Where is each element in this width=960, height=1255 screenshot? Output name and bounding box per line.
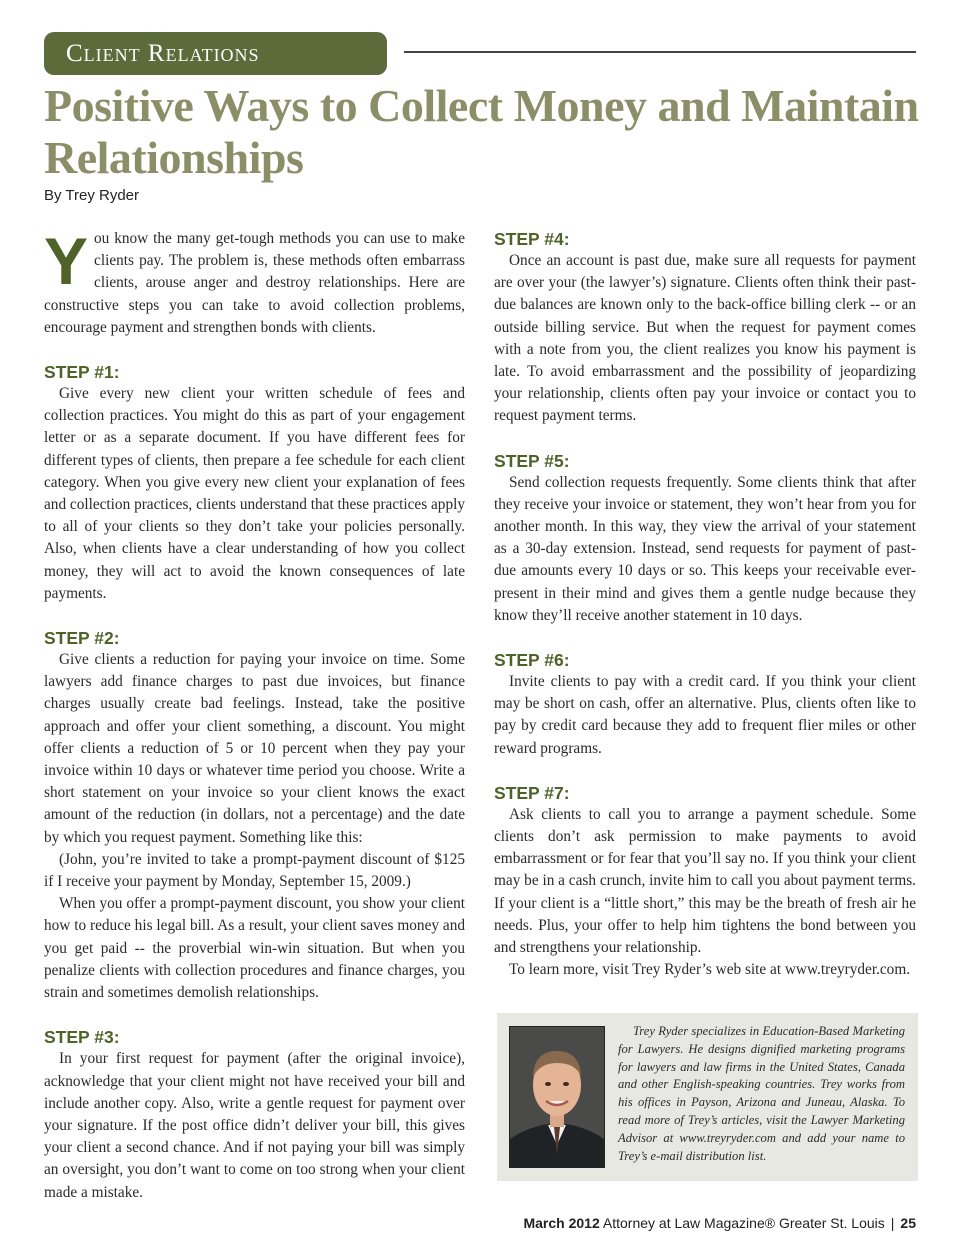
footer-publication: Attorney at Law Magazine® Greater St. Louis — [602, 1215, 885, 1231]
step-7-heading: STEP #7: — [494, 782, 570, 803]
step-2-text-2: When you offer a prompt-payment discount, you show your client how to reduce his legal bill. As a result, your client saves money and you get paid -- the proverbial win-win situation. But when you penalize clients with collection procedures and finance charges, you strain and sometimes demolish relationships. — [44, 895, 465, 1002]
step-7-text: Ask clients to call you to arrange a payment schedule. Some clients don’t ask permission to make payments to avoid embarrassment or for fear that you’ll say no. If you think your client may be in a cash crunch, invite him to call you about payment terms. If your client is a “little short,” this may be the breath of fresh air he needs. Plus, your offer to help him tightens the bond between you and strengthens your relationship. — [494, 805, 916, 957]
step-6-text: Invite clients to pay with a credit card. If you think your client may be short on cash, offer an alternative. Plus, clients often like to pay by credit card because they add to frequent flier miles or other reward programs. — [494, 673, 916, 757]
author-bio-text: Trey Ryder specializes in Education-Based Marketing for Lawyers. He designs dignified marketing programs for lawyers and law firms in the United States, Canada and other English-speaking countries. Trey works from his offices in Payson, Arizona and Juneau, Alaska. To read more of Trey’s articles, visit the Lawyer Marketing Advisor at www.treyryder.com and add your name to Trey’s e-mail distribution list. — [618, 1024, 905, 1163]
author-photo — [509, 1026, 605, 1168]
step-3-heading: STEP #3: — [44, 1027, 120, 1048]
page-footer — [523, 1215, 916, 1231]
left-column — [44, 224, 465, 1204]
step-6-heading: STEP #6: — [494, 650, 570, 671]
author-bio — [618, 1023, 905, 1165]
footer-separator: | — [890, 1215, 895, 1231]
author-bio-box — [497, 1013, 918, 1181]
step-4-heading: STEP #4: — [494, 229, 570, 249]
step-5-heading: STEP #5: — [494, 450, 570, 471]
section-label: Client Relations — [44, 32, 387, 75]
drop-cap: Y — [44, 224, 89, 298]
learn-more-text: To learn more, visit Trey Ryder’s web site at www.treyryder.com. — [509, 961, 911, 979]
step-3-text: In your first request for payment (after the original invoice), acknowledge that your client might not have received your bill and include another copy. Also, write a gentle request for payment over your signature. If the post office didn’t deliver your bill, this gives your client a second chance. And if not paying your bill was simply an oversight, you don’t want to come on too strong when your client made a mistake. — [44, 1050, 465, 1201]
page-number: 25 — [900, 1215, 916, 1231]
step-2-text: Give clients a reduction for paying your invoice on time. Some lawyers add finance charges to past due invoices, but finance charges usually create bad feelings. Instead, take the positive approach and offer your client something, a discount. You might offer clients a reduction of 5 or 10 percent when they pay your invoice within 10 days or whatever time period you choose. Write a short statement on your invoice so your client knows the exact amount of the reduction (in dollars, not a percentage) and the date by which you request payment. Something like this: — [44, 651, 465, 846]
step-4-text: Once an account is past due, make sure all requests for payment are over your (the lawyer’s) signature. Clients often think their past-due balances are known only to the back-office billing clerk -- or an outside billing service. But when the request for payment comes with a note from you, the client realizes you know his payment is late. To avoid embarrassment and the possibility of jeopardizing your relationship, clients often pay your invoice or contact you to request payment terms. — [494, 252, 916, 425]
intro-text: ou know the many get-tough methods you can use to make clients pay. The problem is, these methods often embarrass clients, arouse anger and destroy relationships. Here are constructive steps you can take to avoid collection problems, encourage payment and strengthen bonds with clients. — [44, 230, 465, 336]
step-1-text: Give every new client your written schedule of fees and collection practices. You might do this as part of your engagement letter or as a separate document. If you have different fees for different types of clients, then prepare a fee schedule for each client category. When you give every new client your explanation of fees and collection practices, clients understand that these practices apply to all of your clients so they don’t take your policies personally. Also, when clients have a clear understanding of how you collect money, they will act to avoid the known consequences of late payments. — [44, 385, 465, 602]
right-column — [494, 228, 916, 981]
header-rule — [404, 51, 916, 53]
step-2-heading: STEP #2: — [44, 628, 120, 649]
step-5-text: Send collection requests frequently. Some clients think that after they receive your invoice or statement, they won’t hear from you for another month. In this way, they view the arrival of your statement as a 30-day extension. Instead, send requests for payment of past-due amounts every 10 days or so. This keeps your receivable ever-present in their mind and gives them a gentle nudge because they know they’ll receive another statement in 10 days. — [494, 473, 916, 624]
author-portrait-icon — [510, 1027, 604, 1167]
step-1-heading: STEP #1: — [44, 362, 120, 383]
footer-issue: March 2012 — [523, 1215, 600, 1231]
intro-paragraph — [44, 224, 465, 339]
step-2-example: (John, you’re invited to take a prompt-payment discount of $125 if I receive your payment by Monday, September 15, 2009.) — [44, 850, 465, 891]
byline: By Trey Ryder — [44, 187, 140, 204]
article-headline: Positive Ways to Collect Money and Maintain Relationships — [44, 80, 919, 183]
